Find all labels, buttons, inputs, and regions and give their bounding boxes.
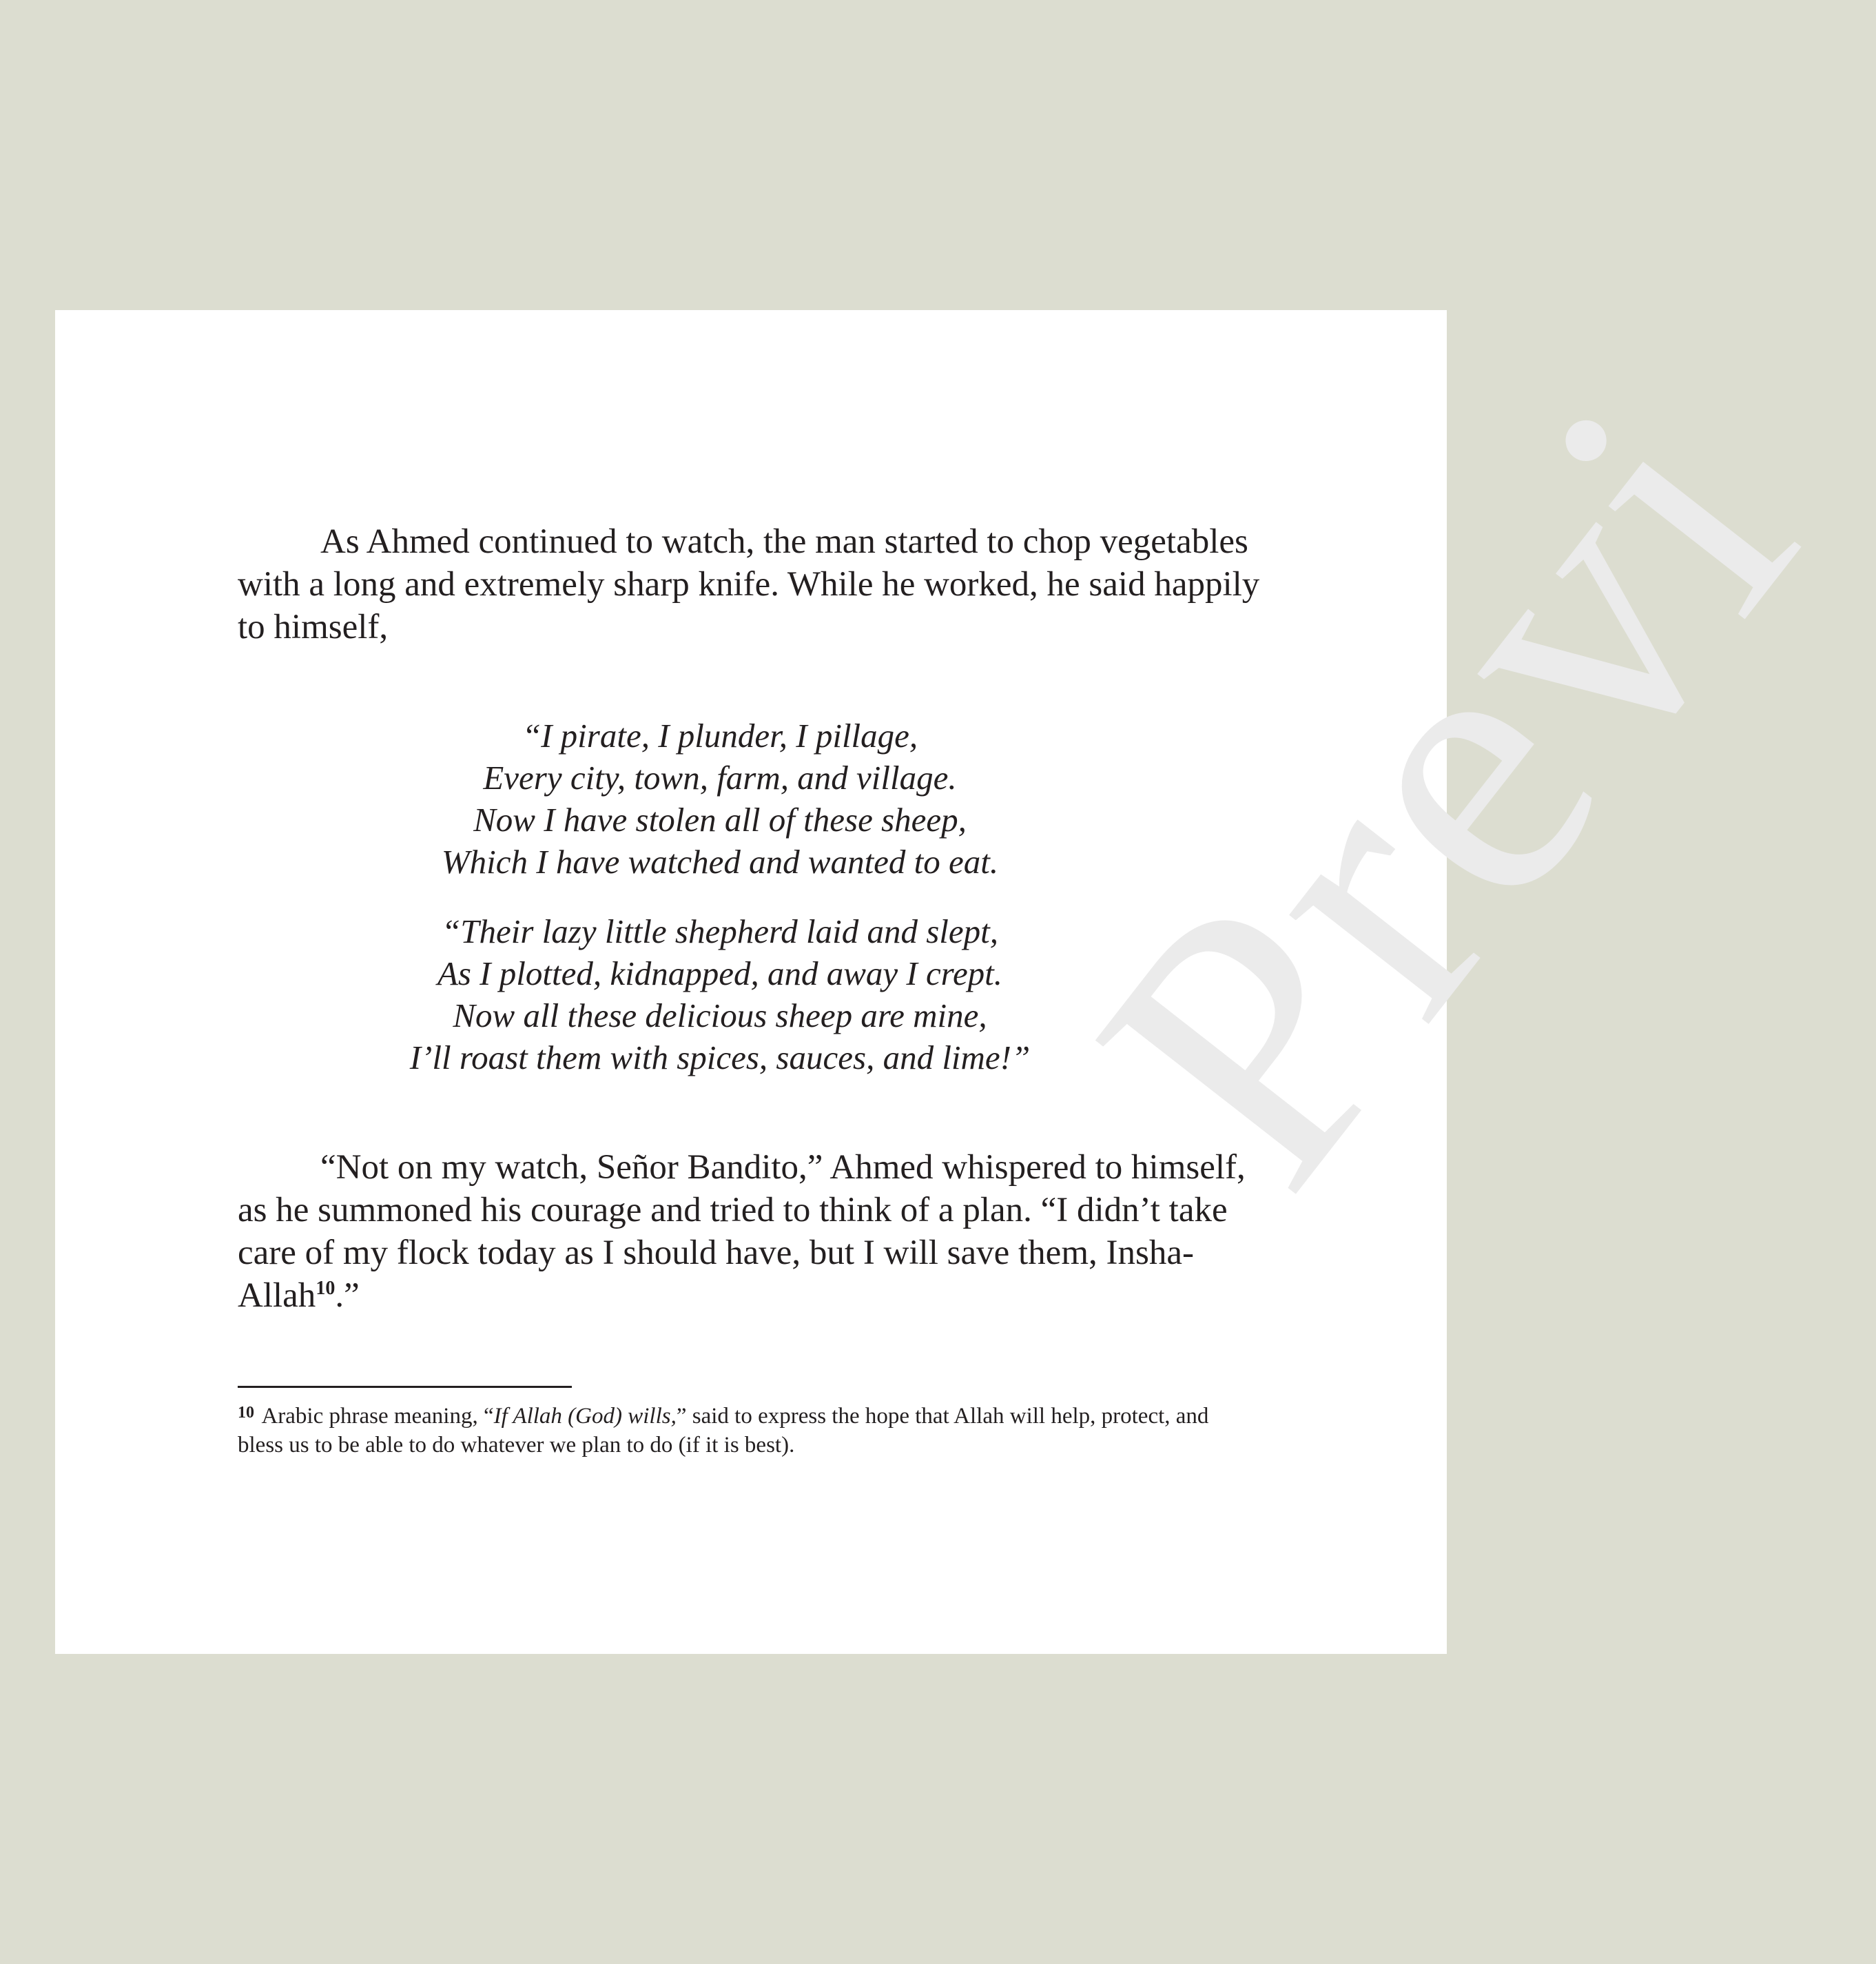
book-page — [55, 310, 1876, 1654]
footnote-italic: If Allah (God) wills, — [493, 1404, 677, 1429]
page-content — [238, 520, 1271, 1482]
footnote-reference[interactable]: 10 — [316, 1278, 336, 1299]
poem-line: “Their lazy little shepherd laid and slept, — [441, 912, 999, 950]
poem — [238, 715, 1202, 1078]
poem-line: “I pirate, I plunder, I pillage, — [522, 717, 918, 755]
preview-watermark: Previ — [1017, 324, 1876, 1257]
paragraph-2 — [238, 1146, 1271, 1317]
poem-line: I’ll roast them with spices, sauces, and lime!” — [409, 1039, 1031, 1076]
poem-line: Which I have watched and wanted to eat. — [441, 843, 999, 881]
footnote — [238, 1402, 1230, 1460]
poem-stanza-2 — [238, 910, 1202, 1078]
poem-line: Every city, town, farm, and village. — [483, 759, 957, 797]
poem-line: As I plotted, kidnapped, and away I crept. — [437, 954, 1003, 992]
footnote-text-before: Arabic phrase meaning, “ — [261, 1404, 494, 1429]
paragraph-1: As Ahmed continued to watch, the man started to chop vegetables with a long and extremely sharp knife. While he worked, he said happily to himself, — [238, 522, 1260, 646]
footnote-number: 10 — [238, 1404, 254, 1422]
paragraph-2-text: “Not on my watch, Señor Bandito,” Ahmed whispered to himself, as he summoned his courage and tried to think of a plan. “I didn’t take care of my flock today as I should have, but I will save them, Insha-Allah — [238, 1148, 1246, 1315]
footnote-divider — [238, 1386, 572, 1388]
footnote-text-after: ” said to express the hope that Allah will help, protect, and bless us to be able to do whatever we plan to do (if it is best). — [238, 1404, 1209, 1457]
poem-line: Now I have stolen all of these sheep, — [473, 801, 967, 839]
paragraph-2-closing: .” — [335, 1276, 360, 1315]
poem-line: Now all these delicious sheep are mine, — [453, 996, 987, 1034]
poem-stanza-1 — [238, 715, 1202, 883]
